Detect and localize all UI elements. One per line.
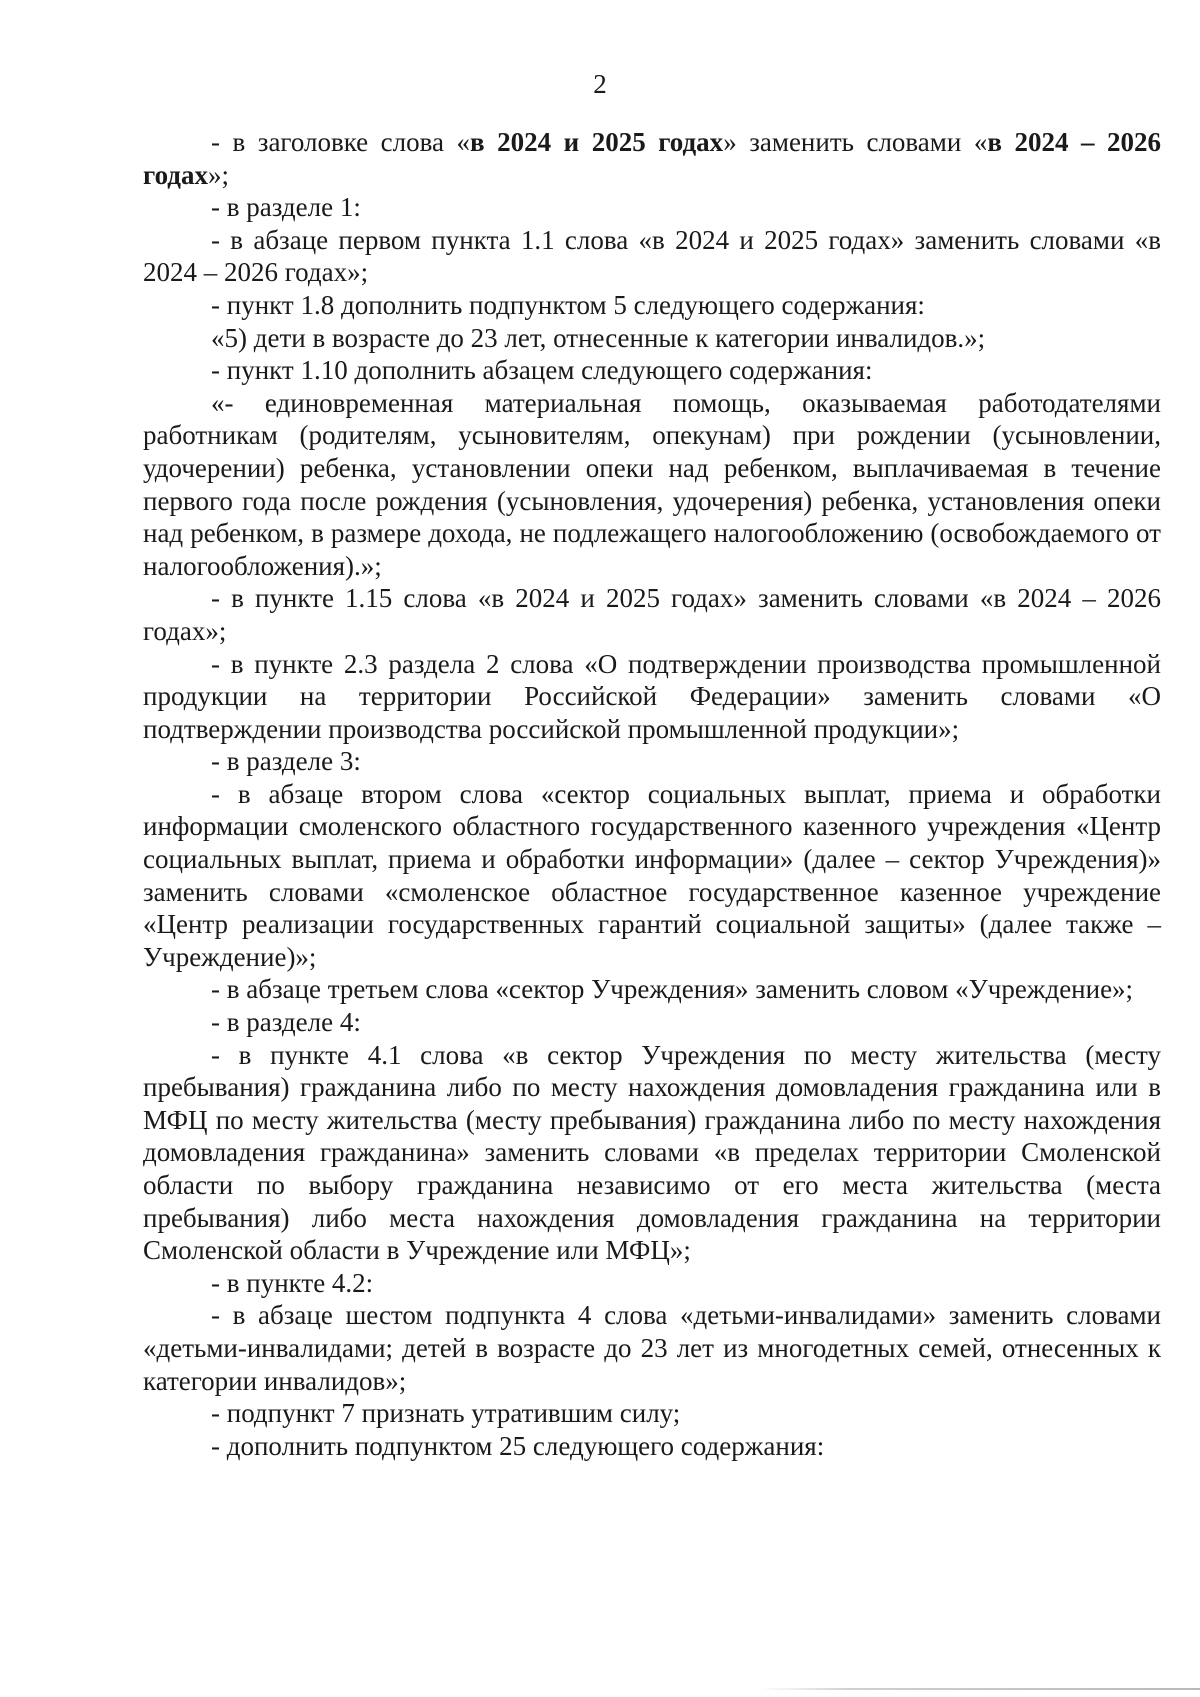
paragraph: - в абзаце первом пункта 1.1 слова «в 2024 и 2025 годах» заменить словами «в 2024 – 2026 годах»; <box>143 224 1161 288</box>
paragraph: - подпункт 7 признать утратившим силу; <box>211 1398 681 1429</box>
paragraph: - в пункте 1.15 слова «в 2024 и 2025 годах» заменить словами «в 2024 – 2026 годах»; <box>143 583 1161 646</box>
paragraph: - пункт 1.8 дополнить подпунктом 5 следующего содержания: <box>211 289 925 320</box>
paragraph: - в пункте 4.2: <box>211 1267 374 1298</box>
paragraph: - в пункте 4.1 слова «в сектор Учреждения по месту жительства (месту пребывания) гражданина либо по месту нахождения домовладения гражданина или в МФЦ по месту жительства (месту пребывания) гражданина либо по месту нахождения домовладения гражданина» заменить словами «в пределах территории Смоленской области по выбору гражданина независимо от его места жительства (места пребывания) либо места нахождения домовладения гражданина на территории Смоленской области в Учреждение или МФЦ»; <box>143 1039 1161 1266</box>
paragraph: - в разделе 4: <box>211 1007 361 1038</box>
scan-artifact-line <box>760 1688 1200 1690</box>
paragraph-text-post: »; <box>207 159 229 190</box>
paragraph-text-pre: - в заголовке слова « <box>211 127 470 157</box>
page-number: 2 <box>593 69 607 99</box>
paragraph: - в абзаце втором слова «сектор социальных выплат, приема и обработки информации смоленского областного государственного казенного учреждения «Центр социальных выплат, приема и обработки информации» (далее – сектор Учреждения)» заменить словами «смоленское областное государственное казенное учреждение «Центр реализации государственных гарантий социальной защиты» (далее также – Учреждение)»; <box>143 778 1161 972</box>
paragraph-text-mid: » заменить словами « <box>723 127 988 157</box>
document-body <box>143 126 1161 1462</box>
paragraph-title-amendment <box>143 126 1161 191</box>
paragraph: - пункт 1.10 дополнить абзацем следующего содержания: <box>211 355 873 386</box>
bold-new-years: в 2024 – 2026 годах <box>143 127 1161 190</box>
paragraph: - в разделе 1: <box>211 192 361 223</box>
paragraph: «5) дети в возрасте до 23 лет, отнесенные к категории инвалидов.»; <box>211 322 986 353</box>
paragraph: - дополнить подпунктом 25 следующего содержания: <box>211 1430 825 1461</box>
bold-old-years: в 2024 и 2025 годах <box>470 127 724 157</box>
paragraph: - в пункте 2.3 раздела 2 слова «О подтверждении производства промышленной продукции на территории Российской Федерации» заменить словами «О подтверждении производства российской промышленной продукции»; <box>143 648 1161 744</box>
paragraph: - в абзаце шестом подпункта 4 слова «детьми-инвалидами» заменить словами «детьми-инвалидами; детей в возрасте до 23 лет из многодетных семей, отнесенных к категории инвалидов»; <box>143 1300 1161 1396</box>
paragraph: - в разделе 3: <box>211 746 361 777</box>
paragraph: - в абзаце третьем слова «сектор Учреждения» заменить словом «Учреждение»; <box>211 974 1134 1005</box>
paragraph: «- единовременная материальная помощь, оказываемая работодателями работникам (родителям, усыновителям, опекунам) при рождении (усыновлении, удочерении) ребенка, установлении опеки над ребенком, выплачиваемая в течение первого года после рождения (усыновления, удочерения) ребенка, установления опеки над ребенком, в размере дохода, не подлежащего налогообложению (освобождаемого от налогообложения).»; <box>143 387 1161 581</box>
